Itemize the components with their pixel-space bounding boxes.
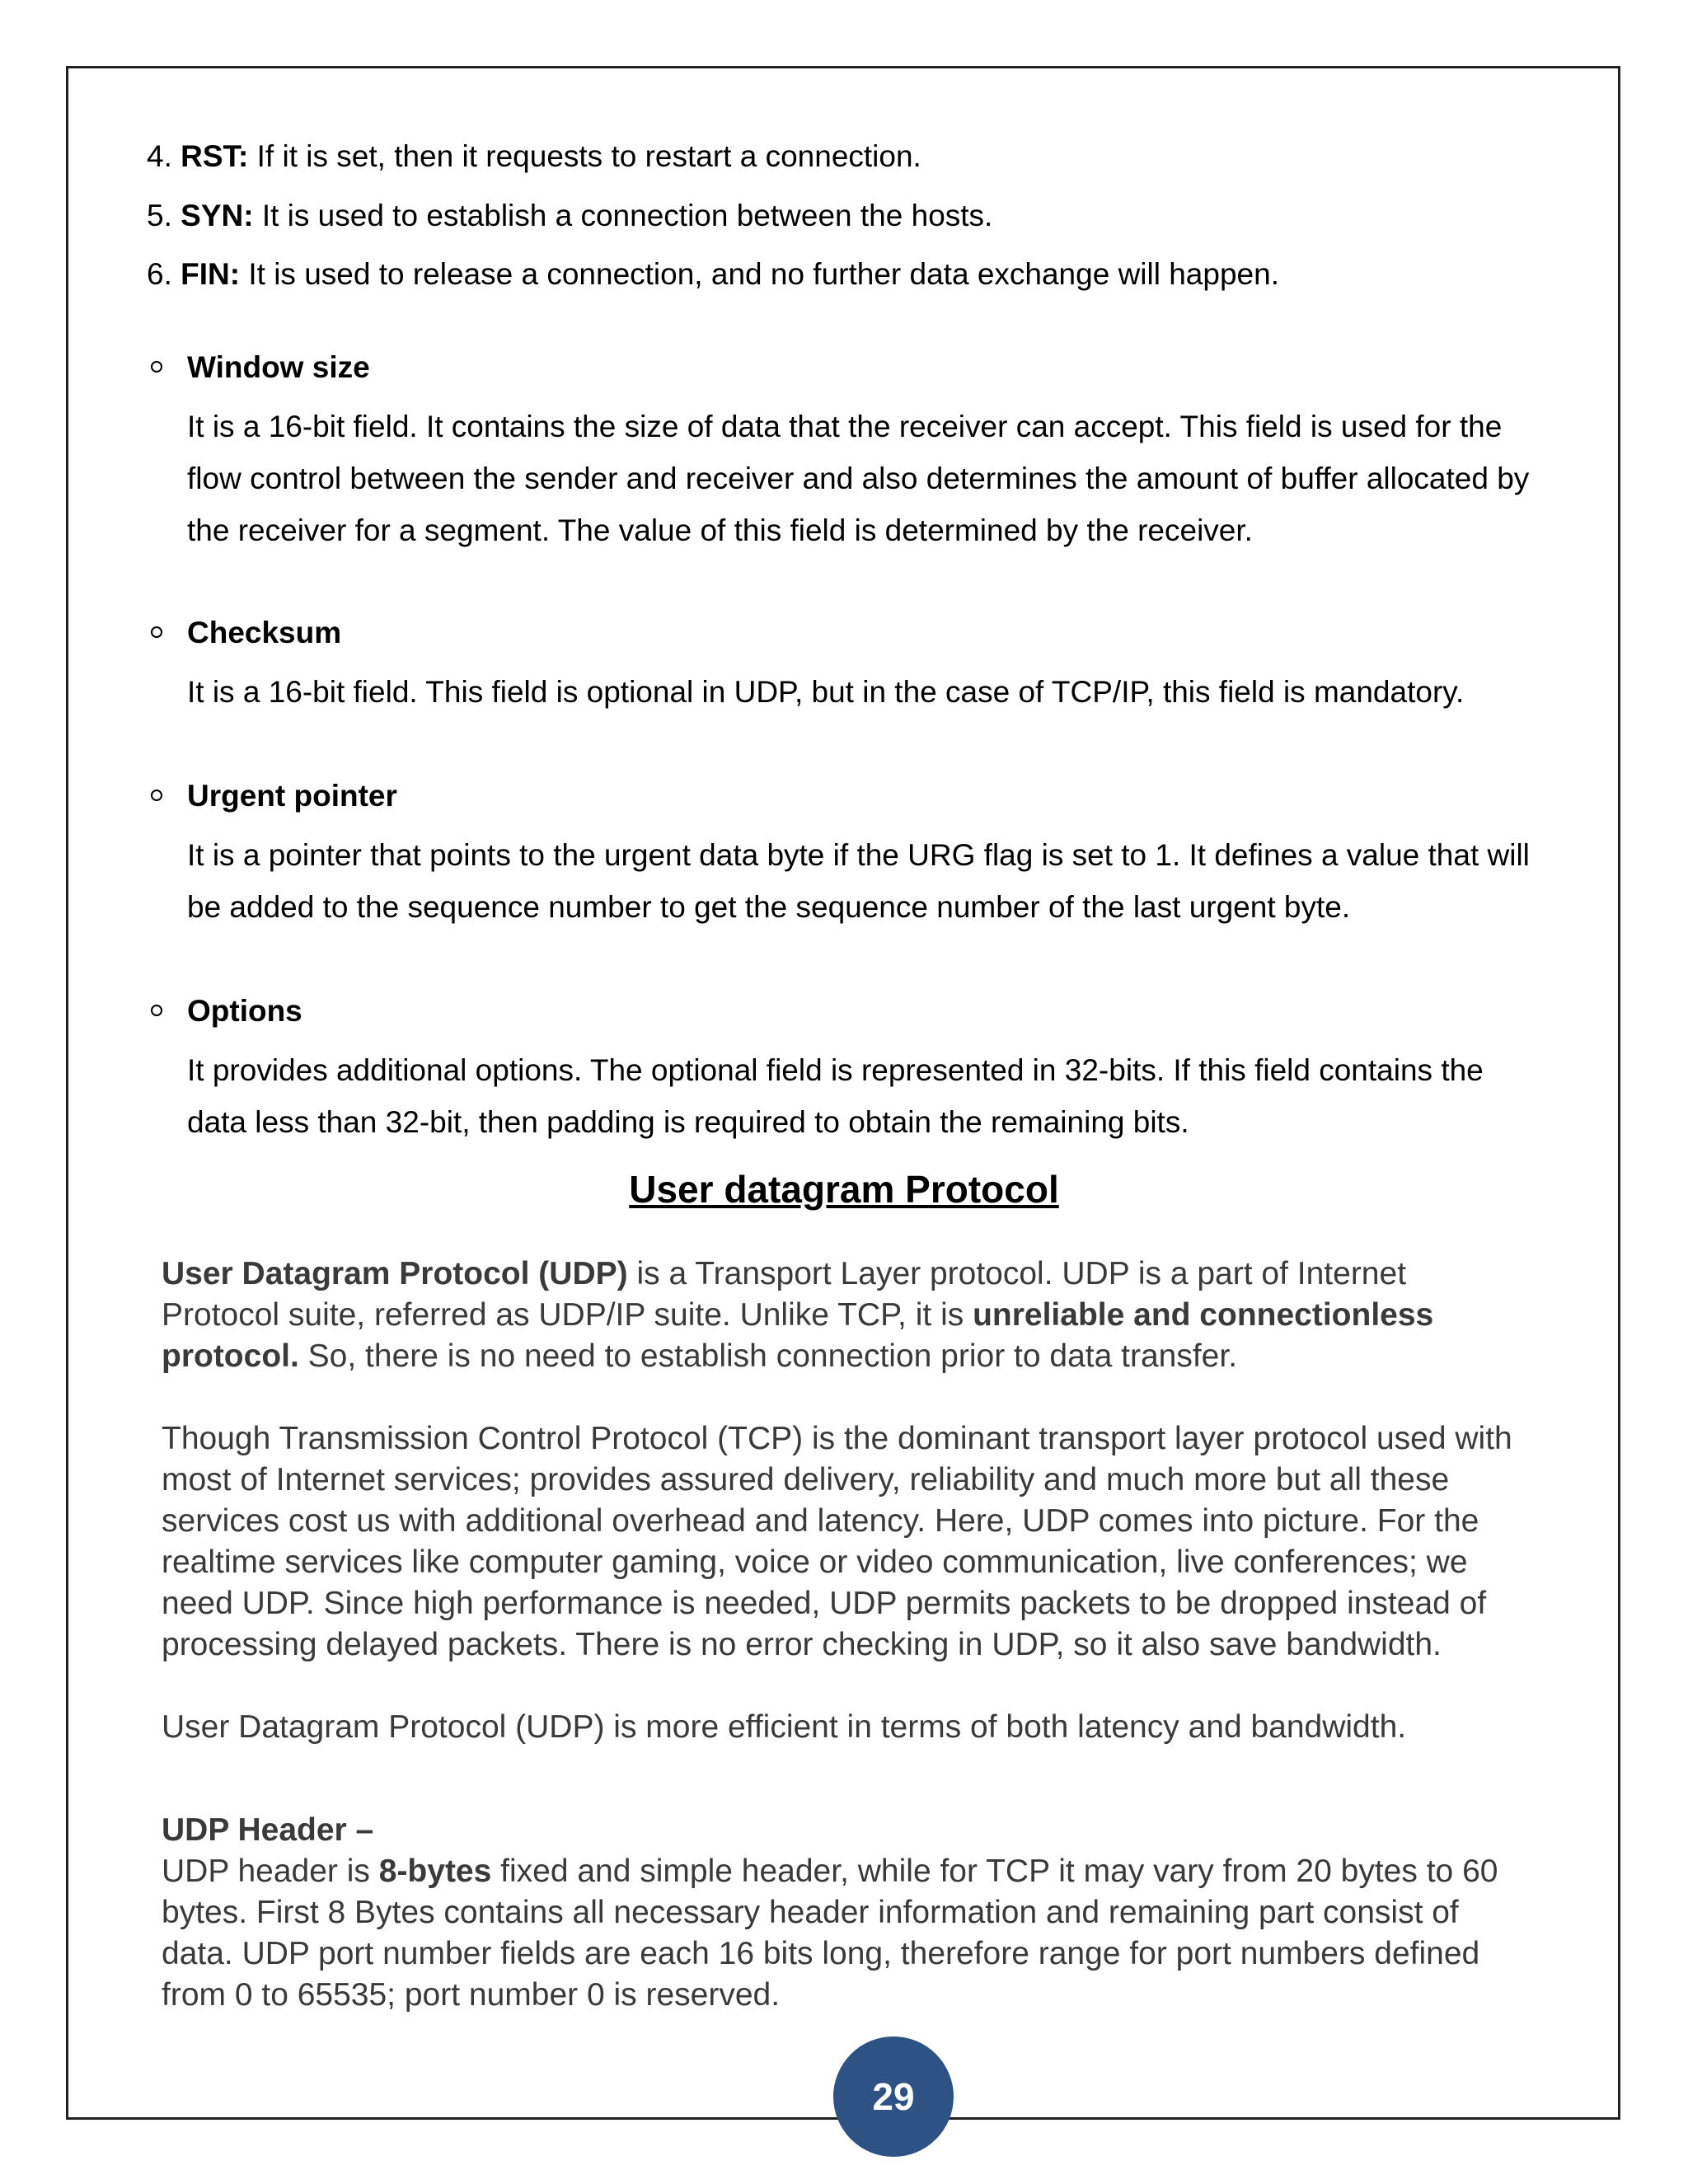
udp-efficiency-paragraph: User Datagram Protocol (UDP) is more efficient in terms of both latency and bandwidth. <box>162 1709 1407 1745</box>
flag-item-rst <box>147 138 921 175</box>
bullet-icon <box>151 361 162 373</box>
field-description: It provides additional options. The optional field is represented in 32-bits. If this field contains the data less than 32-bit, then padding is required to obtain the remaining bits. <box>187 1053 1484 1139</box>
flag-item-fin <box>147 256 1279 293</box>
field-title: Options <box>187 994 302 1028</box>
flag-number: 5. <box>147 199 172 232</box>
paragraph-text: So, there is no need to establish connection prior to data transfer. <box>298 1338 1238 1374</box>
bullet-icon <box>151 626 162 638</box>
bold-term: 8-bytes <box>378 1854 492 1889</box>
field-title: Urgent pointer <box>187 779 397 813</box>
field-description: It is a 16-bit field. It contains the size of data that the receiver can accept. This field is used for the flow control between the sender and receiver and also determines the amount of buffer allocated by the receiver for a segment. The value of this field is determined by the receiver. <box>187 410 1530 547</box>
flag-term: SYN: <box>181 199 254 232</box>
udp-header-paragraph <box>162 1851 1530 2016</box>
flag-number: 4. <box>147 139 172 173</box>
page-number-badge: 29 <box>833 2036 954 2157</box>
flag-text: It is used to establish a connection between the hosts. <box>253 199 993 232</box>
bullet-icon <box>151 790 162 801</box>
field-section-options <box>147 993 1548 1148</box>
field-section-checksum <box>147 615 1548 718</box>
paragraph-text: fixed and simple header, while for TCP it may vary from 20 bytes to 60 bytes. First 8 Bytes contains all necessary header information and remaining part consist of data. UDP port number fields are each 16 bits long, therefore range for port numbers defined from 0 to 65535; port number 0 is reserved. <box>162 1854 1498 2013</box>
udp-tcp-comparison-paragraph: Though Transmission Control Protocol (TCP) is the dominant transport layer protocol used with most of Internet services; provides assured delivery, reliability and much more but all these services cost us with additional overhead and latency. Here, UDP comes into picture. For the realtime services like computer gaming, voice or video communication, live conferences; we need UDP. Since high performance is needed, UDP permits packets to be dropped instead of processing delayed packets. There is no error checking in UDP, so it also save bandwidth. <box>162 1421 1512 1662</box>
field-description: It is a pointer that points to the urgent data byte if the URG flag is set to 1. It defines a value that will be added to the sequence number to get the sequence number of the last urgent byte. <box>187 838 1530 924</box>
flag-text: It is used to release a connection, and no further data exchange will happen. <box>240 257 1279 291</box>
flag-text: If it is set, then it requests to restart a connection. <box>248 139 921 173</box>
bullet-icon <box>151 1005 162 1016</box>
section-heading-udp: User datagram Protocol <box>629 1168 1059 1211</box>
bold-term: User Datagram Protocol (UDP) <box>162 1256 628 1291</box>
field-title: Checksum <box>187 616 342 649</box>
paragraph-text: UDP header is <box>162 1854 379 1889</box>
field-description: It is a 16-bit field. This field is optional in UDP, but in the case of TCP/IP, this field is mandatory. <box>187 675 1465 709</box>
field-section-urgent-pointer <box>147 778 1548 933</box>
flag-item-syn <box>147 198 992 234</box>
paragraph-text: is a Transport Layer protocol. UDP is a part of Internet Protocol suite, referred as UDP/IP suite. Unlike TCP, it is <box>162 1256 1407 1333</box>
udp-intro-paragraph <box>162 1254 1530 1377</box>
flag-number: 6. <box>147 257 172 291</box>
bold-term: unreliable and connectionless protocol. <box>162 1297 1434 1374</box>
field-section-window-size <box>147 349 1548 556</box>
flag-term: FIN: <box>181 257 241 291</box>
field-title: Window size <box>187 350 370 384</box>
flag-term: RST: <box>181 139 249 173</box>
udp-header-title: UDP Header – <box>162 1812 374 1848</box>
